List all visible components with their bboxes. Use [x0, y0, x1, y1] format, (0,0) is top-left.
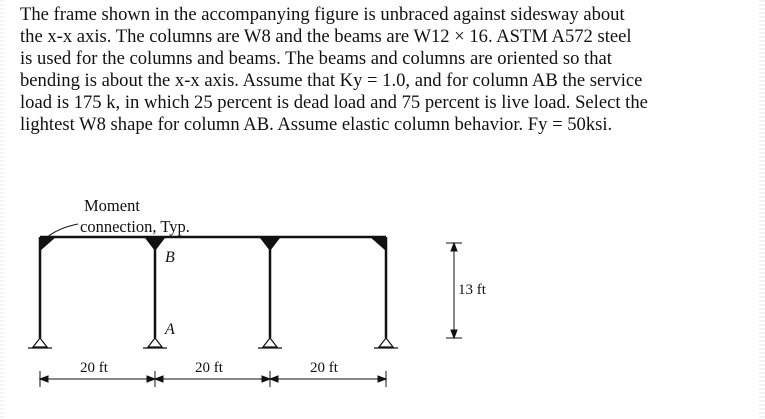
span-label-2: 20 ft	[195, 360, 223, 376]
supports	[28, 338, 398, 348]
pin-support-4-icon	[374, 338, 398, 348]
moment-connections	[40, 237, 386, 251]
callout-line-2: connection, Typ.	[80, 217, 190, 236]
pin-support-2-icon	[143, 338, 167, 348]
problem-line-3: is used for the columns and beams. The beams and columns are oriented so that	[20, 48, 612, 69]
span-label-3: 20 ft	[310, 360, 338, 376]
problem-line-1: The frame shown in the accompanying figure is unbraced against sidesway about	[20, 4, 625, 25]
callout-line-1: Moment	[84, 196, 140, 215]
label-b: B	[165, 249, 175, 266]
pin-support-1-icon	[28, 338, 52, 348]
problem-line-6: lightest W8 shape for column AB. Assume elastic column behavior. Fy = 50ksi.	[20, 114, 613, 135]
height-label: 13 ft	[458, 282, 486, 298]
label-a: A	[165, 321, 175, 338]
problem-line-4: bending is about the x-x axis. Assume that Ky = 1.0, and for column AB the service	[20, 70, 643, 91]
moment-connection-3-icon	[260, 238, 280, 251]
moment-connection-right-icon	[370, 237, 386, 251]
problem-line-2: the x-x axis. The columns are W8 and the beams are W12 × 16. ASTM A572 steel	[20, 26, 632, 47]
problem-line-5: load is 175 k, in which 25 percent is dead load and 75 percent is live load. Select the	[20, 92, 648, 113]
frame-structure	[40, 237, 386, 338]
moment-connection-left-icon	[40, 237, 56, 251]
moment-connection-b-icon	[145, 238, 165, 251]
span-label-1: 20 ft	[80, 360, 108, 376]
pin-support-3-icon	[258, 338, 282, 348]
